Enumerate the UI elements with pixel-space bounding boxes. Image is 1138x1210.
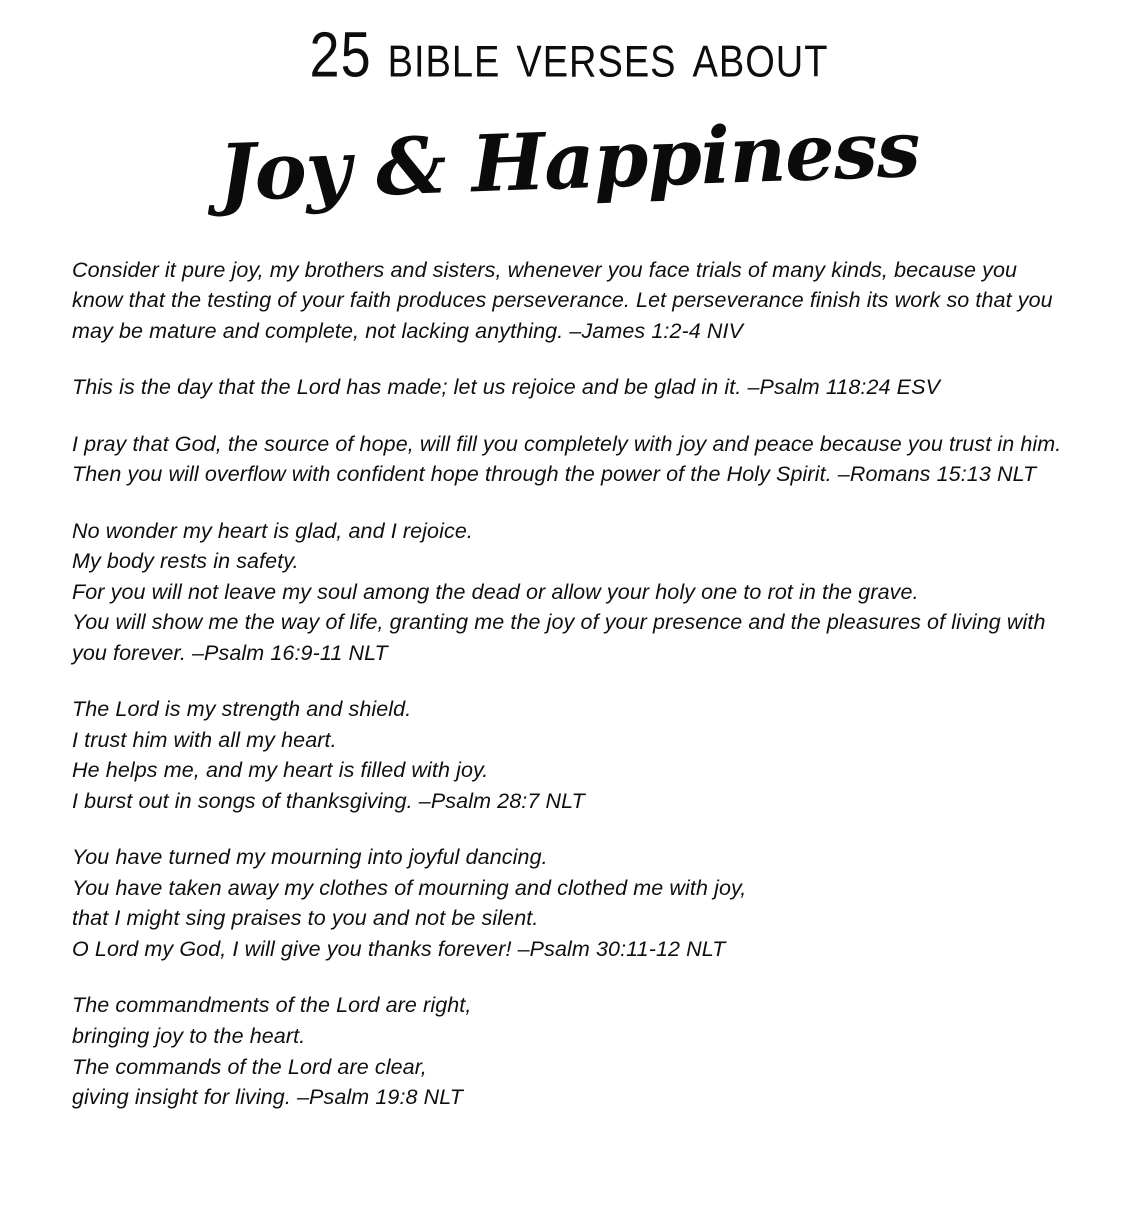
verse-line: I burst out in songs of thanksgiving. –Psalm 28:7 NLT [72, 788, 585, 813]
verse-line: You will show me the way of life, granting me the joy of your presence and the pleasures of living with you forever. –Psalm 16:9-11 NLT [72, 610, 1046, 665]
verse-line: O Lord my God, I will give you thanks forever! –Psalm 30:11-12 NLT [72, 936, 726, 961]
verse-block [72, 429, 1066, 490]
verse-line: My body rests in safety. [72, 549, 299, 574]
verse-line: bringing joy to the heart. [72, 1024, 306, 1048]
verse-line: I trust him with all my heart. [72, 727, 337, 752]
verse-block [72, 372, 1066, 403]
verse-line: You have taken away my clothes of mourning and clothed me with joy, [72, 875, 747, 900]
verse-line: I pray that God, the source of hope, will fill you completely with joy and peace because you trust in him. Then you will overflow with confident hope through the power of the Holy Spirit. –Romans 15:13 NLT [72, 431, 1062, 487]
verse-block [72, 694, 1066, 816]
verse-block [72, 516, 1066, 669]
verse-line: Consider it pure joy, my brothers and sisters, whenever you face trials of many kinds, because you know that the testing of your faith produces perseverance. Let perseverance finish its work so that you may be mature and complete, not lacking anything. –James 1:2-4 NIV [72, 257, 1053, 343]
verse-line: that I might sing praises to you and not be silent. [72, 906, 539, 931]
verse-line: The Lord is my strength and shield. [72, 697, 412, 722]
verse-list [0, 255, 1138, 1153]
verse-line: giving insight for living. –Psalm 19:8 NLT [72, 1085, 463, 1110]
verse-line: The commands of the Lord are clear, [72, 1054, 427, 1079]
verse-line: You have turned my mourning into joyful dancing. [72, 845, 548, 870]
verse-line: For you will not leave my soul among the dead or allow your holy one to rot in the grave. [72, 579, 919, 604]
verse-block [72, 842, 1066, 964]
verse-line: This is the day that the Lord has made; let us rejoice and be glad in it. –Psalm 118:24 ESV [72, 375, 941, 400]
page-title-script: Joy & Happiness [217, 103, 921, 219]
verse-line: He helps me, and my heart is filled with joy. [72, 758, 489, 783]
verse-line: No wonder my heart is glad, and I rejoice. [72, 518, 473, 543]
document-header [0, 0, 1138, 219]
verse-block [72, 255, 1066, 347]
verse-line: The commandments of the Lord are right, [72, 993, 472, 1018]
verse-block [72, 990, 1066, 1112]
page-title-primary: 25 bible verses about [309, 19, 829, 91]
